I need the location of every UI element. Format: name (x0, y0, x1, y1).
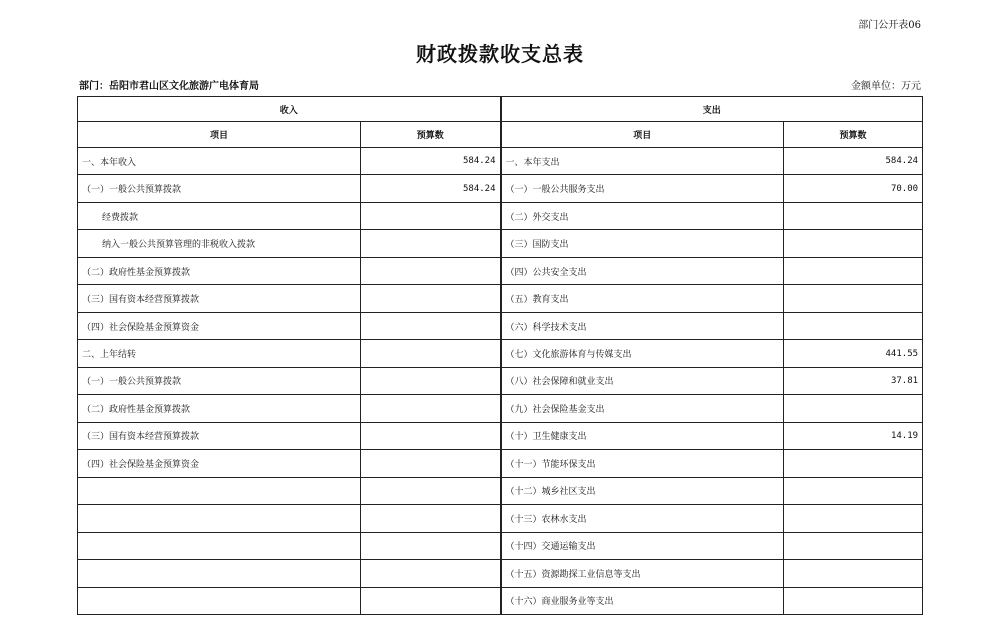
income-item-cell (78, 532, 361, 559)
income-item-cell (78, 560, 361, 587)
income-item-cell: （二）政府性基金预算拨款 (78, 395, 361, 422)
table-row (78, 422, 923, 449)
income-budget-cell (361, 450, 501, 477)
income-item-cell: （一）一般公共预算拨款 (78, 175, 361, 202)
income-item-cell: （三）国有资本经营预算拨款 (78, 285, 361, 312)
table-row (78, 312, 923, 339)
income-item-cell: （四）社会保险基金预算资金 (78, 450, 361, 477)
income-item-cell: （一）一般公共预算拨款 (78, 367, 361, 394)
table-row (78, 560, 923, 587)
expense-item-cell: （七）文化旅游体育与传媒支出 (501, 340, 784, 367)
income-item-cell: 经费拨款 (78, 202, 361, 229)
income-item-header: 项目 (78, 122, 361, 148)
expense-budget-cell (784, 285, 923, 312)
income-item-cell (78, 505, 361, 532)
expense-budget-cell: 70.00 (784, 175, 923, 202)
income-budget-cell (361, 532, 501, 559)
expense-item-cell: （十二）城乡社区支出 (501, 477, 784, 504)
expense-budget-cell (784, 532, 923, 559)
expense-item-cell: （二）外交支出 (501, 202, 784, 229)
income-budget-cell (361, 587, 501, 615)
page-title: 财政拨款收支总表 (416, 42, 584, 66)
table-row (78, 285, 923, 312)
expense-item-cell: （十三）农林水支出 (501, 505, 784, 532)
expense-budget-cell (784, 450, 923, 477)
expense-item-cell: （十一）节能环保支出 (501, 450, 784, 477)
expense-item-cell: （十六）商业服务业等支出 (501, 587, 784, 615)
income-item-cell: 一、本年收入 (78, 148, 361, 175)
table-row (78, 148, 923, 175)
expense-budget-cell (784, 477, 923, 504)
expense-item-cell: （十五）资源勘探工业信息等支出 (501, 560, 784, 587)
expense-budget-header: 预算数 (784, 122, 923, 148)
income-budget-cell (361, 505, 501, 532)
income-budget-cell (361, 202, 501, 229)
table-row (78, 532, 923, 559)
table-row (78, 450, 923, 477)
income-item-cell: 纳入一般公共预算管理的非税收入拨款 (78, 230, 361, 257)
unit-label: 金额单位：万元 (851, 81, 921, 92)
income-budget-cell (361, 477, 501, 504)
table-row (78, 257, 923, 284)
table-row (78, 505, 923, 532)
income-budget-cell (361, 422, 501, 449)
department-label: 部门：岳阳市君山区文化旅游广电体育局 (79, 81, 259, 92)
expense-item-cell: （一）一般公共服务支出 (501, 175, 784, 202)
income-item-cell: 二、上年结转 (78, 340, 361, 367)
budget-table (77, 96, 923, 615)
expense-item-cell: （十）卫生健康支出 (501, 422, 784, 449)
income-budget-cell (361, 560, 501, 587)
expense-budget-cell: 441.55 (784, 340, 923, 367)
table-row (78, 175, 923, 202)
income-item-cell (78, 587, 361, 615)
expense-item-cell: （五）教育支出 (501, 285, 784, 312)
expense-item-cell: （三）国防支出 (501, 230, 784, 257)
expense-item-cell: （八）社会保障和就业支出 (501, 367, 784, 394)
expense-budget-cell (784, 257, 923, 284)
expense-budget-cell: 14.19 (784, 422, 923, 449)
income-item-cell (78, 477, 361, 504)
income-budget-cell (361, 340, 501, 367)
expense-budget-cell (784, 587, 923, 615)
expense-item-header: 项目 (501, 122, 784, 148)
income-budget-cell (361, 312, 501, 339)
expense-budget-cell (784, 312, 923, 339)
expense-header: 支出 (501, 97, 923, 122)
income-budget-cell (361, 257, 501, 284)
expense-item-cell: 一、本年支出 (501, 148, 784, 175)
expense-budget-cell: 37.81 (784, 367, 923, 394)
table-body (78, 148, 923, 615)
table-row (78, 395, 923, 422)
expense-budget-cell (784, 395, 923, 422)
income-item-cell: （四）社会保险基金预算资金 (78, 312, 361, 339)
income-budget-cell (361, 395, 501, 422)
expense-item-cell: （九）社会保险基金支出 (501, 395, 784, 422)
table-row (78, 367, 923, 394)
income-budget-cell (361, 230, 501, 257)
income-budget-cell: 584.24 (361, 175, 501, 202)
expense-item-cell: （十四）交通运输支出 (501, 532, 784, 559)
income-budget-cell: 584.24 (361, 148, 501, 175)
expense-budget-cell: 584.24 (784, 148, 923, 175)
expense-budget-cell (784, 560, 923, 587)
expense-budget-cell (784, 230, 923, 257)
expense-budget-cell (784, 202, 923, 229)
form-code: 部门公开表06 (858, 20, 921, 31)
table-row (78, 340, 923, 367)
table-row (78, 477, 923, 504)
expense-budget-cell (784, 505, 923, 532)
table-row (78, 587, 923, 615)
income-budget-header: 预算数 (361, 122, 501, 148)
income-header: 收入 (78, 97, 501, 122)
expense-item-cell: （四）公共安全支出 (501, 257, 784, 284)
income-item-cell: （三）国有资本经营预算拨款 (78, 422, 361, 449)
income-budget-cell (361, 285, 501, 312)
table-row (78, 202, 923, 229)
income-budget-cell (361, 367, 501, 394)
table-row (78, 230, 923, 257)
expense-item-cell: （六）科学技术支出 (501, 312, 784, 339)
income-item-cell: （二）政府性基金预算拨款 (78, 257, 361, 284)
